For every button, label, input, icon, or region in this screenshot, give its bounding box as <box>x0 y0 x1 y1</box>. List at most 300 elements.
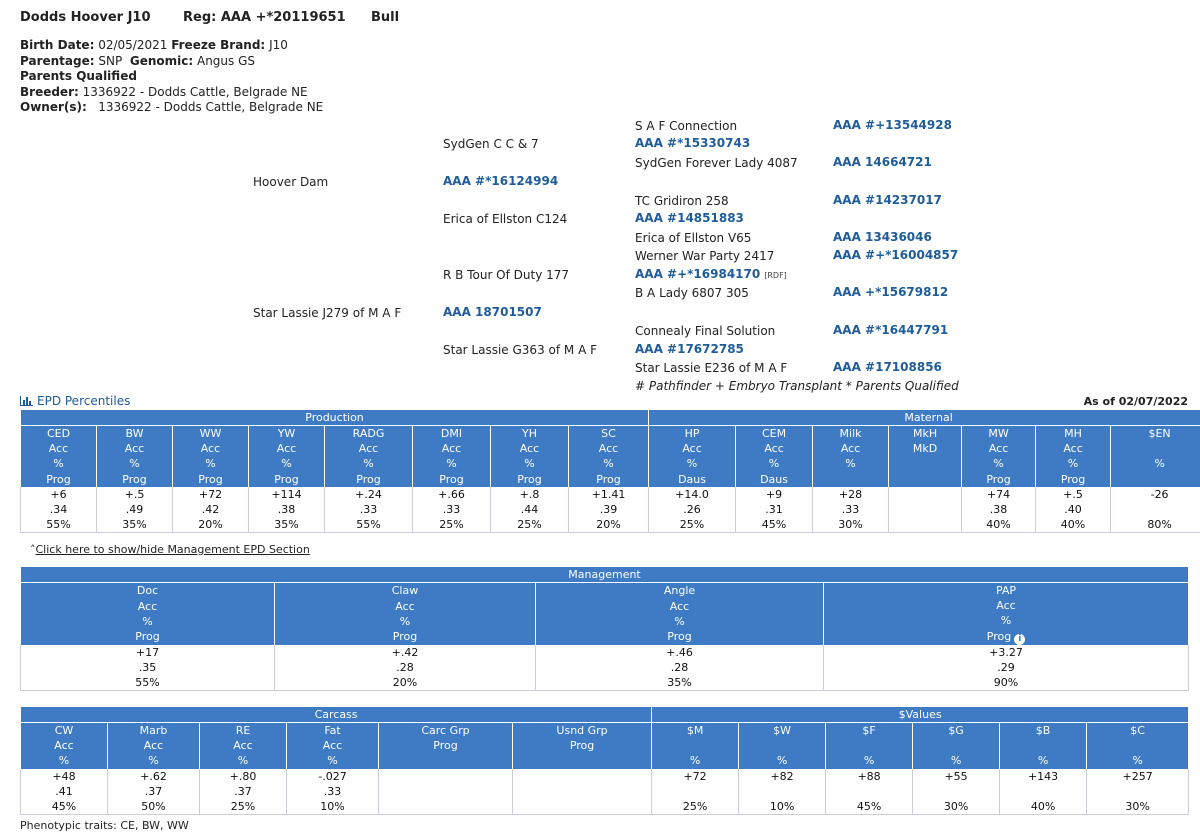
epd-cell: +74 <box>962 487 1036 502</box>
carcass-header-line: Prog <box>569 739 595 753</box>
management-header: Management <box>21 567 1189 583</box>
management-header-line: Prog <box>667 630 692 643</box>
epd-cell: -26 <box>1111 487 1200 502</box>
epd-cell: .31 <box>736 502 813 517</box>
breeder-value: 1336922 - Dodds Cattle, Belgrade NE <box>82 84 308 99</box>
pedigree-sds-name[interactable]: TC Gridiron 258 <box>635 194 729 208</box>
epd-header-line <box>1111 441 1200 456</box>
carcass-cell: +48 <box>21 769 108 784</box>
pedigree-sds-reg[interactable]: AAA #14237017 <box>833 193 942 207</box>
epd-col-header <box>491 426 569 487</box>
pedigree-dsd-reg[interactable]: AAA +*15679812 <box>833 285 949 299</box>
epd-cell: +6 <box>21 487 97 502</box>
epd-cell: 20% <box>173 517 249 533</box>
carcass-cell <box>826 784 913 799</box>
management-header-line: Angle <box>663 584 696 598</box>
epd-cell: +.66 <box>413 487 491 502</box>
epd-cell: 20% <box>569 517 649 533</box>
carcass-cell <box>379 799 513 815</box>
epd-header-line <box>889 472 961 487</box>
epd-header-line: % <box>603 457 614 471</box>
epd-cell: 55% <box>325 517 413 533</box>
epd-cell: .26 <box>649 502 736 517</box>
pedigree-sd-reg[interactable]: AAA #14851883 <box>635 211 744 225</box>
carcass-col-header <box>513 723 652 769</box>
management-header-line: Prog <box>135 630 160 643</box>
management-header-line: % <box>1000 614 1012 628</box>
info-icon[interactable]: i <box>1014 634 1025 645</box>
epd-header-line: % <box>1154 457 1165 471</box>
carcass-cell: +257 <box>1087 769 1189 784</box>
management-cell: 20% <box>275 675 536 691</box>
birth-date-value: 02/05/2021 <box>98 38 168 52</box>
carcass-cell: 45% <box>826 799 913 815</box>
carcass-header-line: % <box>1037 754 1049 768</box>
epd-header-line: Prog <box>46 472 71 486</box>
carcass-header-line: Fat <box>324 724 341 737</box>
epd-col-header <box>569 426 649 487</box>
pedigree-dds-name[interactable]: Connealy Final Solution <box>635 324 776 338</box>
double-chevron-up-icon: ˄ <box>30 543 36 556</box>
epd-header-line: % <box>281 457 292 471</box>
carcass-cell <box>513 769 652 784</box>
pedigree-dss-reg[interactable]: AAA #+*16004857 <box>833 248 959 262</box>
management-row <box>21 645 1189 660</box>
epd-header-line: Acc <box>441 442 462 456</box>
epd-col-header <box>325 426 413 487</box>
carcass-col-header <box>739 723 826 769</box>
carcass-cell: .41 <box>21 784 108 799</box>
carcass-header-line <box>379 753 512 768</box>
epd-header-line <box>813 472 888 487</box>
carcass-row <box>21 784 1189 799</box>
carcass-cell <box>739 784 826 799</box>
epd-header-line: Acc <box>519 442 540 456</box>
carcass-header-line: $F <box>862 724 876 737</box>
management-row <box>21 660 1189 675</box>
management-header-line: Acc <box>996 599 1016 613</box>
management-col-header <box>824 583 1189 645</box>
carcass-cell: +88 <box>826 769 913 784</box>
carcass-cell: +.80 <box>200 769 287 784</box>
epd-col-header <box>736 426 813 487</box>
pedigree-sire-name[interactable]: Hoover Dam <box>253 175 329 189</box>
management-header-line: Prog <box>392 630 418 643</box>
epd-cell: 45% <box>736 517 813 533</box>
management-header-line: Acc <box>395 599 415 613</box>
carcass-cell <box>513 784 652 799</box>
pedigree-ddd-reg[interactable]: AAA #17108856 <box>833 360 942 374</box>
epd-col-header <box>249 426 325 487</box>
genomic-label: Genomic: <box>129 53 194 68</box>
carcass-cell: 10% <box>739 799 826 815</box>
epd-cell: .42 <box>173 502 249 517</box>
pedigree-sss-reg[interactable]: AAA #+13544928 <box>833 118 952 132</box>
epd-header-line: MH <box>1064 427 1082 440</box>
epd-cell: .33 <box>325 502 413 517</box>
management-cell: +17 <box>21 645 275 660</box>
pedigree-dam-reg[interactable]: AAA 18701507 <box>443 305 542 319</box>
epd-cell: +9 <box>736 487 813 502</box>
management-row <box>21 675 1189 691</box>
epd-cell: .34 <box>21 502 97 517</box>
carcass-col-header <box>200 723 287 769</box>
carcass-cell: 25% <box>200 799 287 815</box>
epd-cell: .44 <box>491 502 569 517</box>
epd-header-line <box>1111 472 1200 487</box>
epd-header-line: % <box>53 457 64 471</box>
epd-table <box>20 410 1200 533</box>
epd-header-line: RADG <box>352 427 385 440</box>
epd-col-header <box>97 426 173 487</box>
carcass-header-line <box>913 738 999 753</box>
genomic-value: Angus GS <box>196 53 256 68</box>
carcass-header-line <box>652 738 738 753</box>
carcass-col-header <box>1000 723 1087 769</box>
carcass-cell: 10% <box>287 799 379 815</box>
carcass-header-line: CW <box>54 724 74 737</box>
carcass-header-line: % <box>58 754 70 768</box>
epd-header-line: MkH <box>912 427 938 440</box>
carcass-cell: +82 <box>739 769 826 784</box>
owner-value: 1336922 - Dodds Cattle, Belgrade NE <box>98 100 324 114</box>
carcass-row <box>21 799 1189 815</box>
epd-header-line: % <box>1067 457 1079 471</box>
epd-header-line: Prog <box>596 472 621 486</box>
carcass-values-table <box>20 707 1189 815</box>
epd-cell: +28 <box>813 487 889 502</box>
epd-header-line: CEM <box>761 427 787 440</box>
epd-header-line: Prog <box>356 472 381 486</box>
epd-header-line: Prog <box>986 472 1011 486</box>
epd-header-line: Prog <box>1060 472 1086 486</box>
epd-header-line: DMI <box>440 427 463 440</box>
epd-header-line: Acc <box>764 442 784 456</box>
carcass-header-line <box>826 738 912 753</box>
info-block <box>20 38 323 116</box>
carcass-header-line: Prog <box>433 739 458 753</box>
management-cell: 90% <box>824 675 1189 691</box>
carcass-header-line <box>739 738 825 753</box>
epd-header-line: % <box>845 457 856 471</box>
carcass-col-header <box>379 723 513 769</box>
carcass-cell: +72 <box>652 769 739 784</box>
epd-cell: +114 <box>249 487 325 502</box>
carcass-col-header <box>652 723 739 769</box>
epd-header-line: BW <box>125 427 144 440</box>
epd-col-header <box>813 426 889 487</box>
carcass-cell: -.027 <box>287 769 379 784</box>
epd-cell: 35% <box>249 517 325 533</box>
epd-header-line: Prog <box>198 472 223 486</box>
epd-header-line: Prog <box>122 472 147 486</box>
epd-percentiles-link[interactable] <box>20 394 130 408</box>
management-cell: +3.27 <box>824 645 1189 660</box>
epd-header-line: Prog <box>517 472 542 486</box>
epd-cell: +.24 <box>325 487 413 502</box>
management-cell: +.46 <box>536 645 824 660</box>
epd-header-line: % <box>686 457 698 471</box>
epd-header-line: Acc <box>988 442 1009 456</box>
epd-cell: +.8 <box>491 487 569 502</box>
pedigree-sd-name[interactable]: Erica of Ellston C124 <box>443 212 568 226</box>
carcass-col-header <box>108 723 200 769</box>
birth-date-label: Birth Date: <box>20 38 95 52</box>
epd-header-line: % <box>205 457 216 471</box>
carcass-cell: +55 <box>913 769 1000 784</box>
epd-header-line: Acc <box>276 442 297 456</box>
epd-cell: +1.41 <box>569 487 649 502</box>
management-cell: 55% <box>21 675 275 691</box>
carcass-header-line: Acc <box>322 739 343 753</box>
epd-header-line: Acc <box>1063 442 1083 456</box>
phenotypic-traits: Phenotypic traits: CE, BW, WW <box>20 819 189 832</box>
carcass-header-line: % <box>950 754 962 768</box>
pedigree-sdd-reg[interactable]: AAA 13436046 <box>833 230 932 244</box>
pedigree-ss-name[interactable]: SydGen C C & 7 <box>443 137 539 151</box>
carcass-header-line: $G <box>948 724 964 737</box>
pedigree-ddd-name[interactable]: Star Lassie E236 of M A F <box>635 361 788 375</box>
epd-cell: .33 <box>813 502 889 517</box>
carcass-header-line <box>1000 738 1086 753</box>
pedigree-dam-name[interactable]: Star Lassie J279 of M A F <box>253 306 402 320</box>
carcass-header-line: $M <box>686 724 704 737</box>
pedigree-dds-reg[interactable]: AAA #*16447791 <box>833 323 949 337</box>
management-cell: .35 <box>21 660 275 675</box>
management-cell: .28 <box>275 660 536 675</box>
epd-cell <box>889 502 962 517</box>
carcass-cell: 40% <box>1000 799 1087 815</box>
epd-cell: .38 <box>962 502 1036 517</box>
epd-cell: 25% <box>491 517 569 533</box>
epd-col-header <box>1111 426 1200 487</box>
parentage-value: SNP <box>98 53 123 68</box>
epd-header-line: YW <box>277 427 296 440</box>
carcass-cell: 50% <box>108 799 200 815</box>
carcass-header-line: Usnd Grp <box>556 724 608 737</box>
epd-col-header <box>1036 426 1111 487</box>
carcass-cell <box>379 769 513 784</box>
epd-cell: .49 <box>97 502 173 517</box>
management-header-line: % <box>674 614 685 628</box>
epd-cell: .39 <box>569 502 649 517</box>
carcass-col-header <box>21 723 108 769</box>
epd-col-header <box>889 426 962 487</box>
breeder-label: Breeder: <box>20 84 79 99</box>
management-header-line: Prog i <box>824 629 1188 645</box>
epd-cell <box>1111 502 1200 517</box>
carcass-col-header <box>913 723 1000 769</box>
carcass-header-line: % <box>689 754 701 768</box>
freeze-brand-label: Freeze Brand: <box>171 38 266 52</box>
epd-cell: +72 <box>173 487 249 502</box>
animal-registration: Reg: AAA +*20119651 <box>183 10 346 25</box>
carcass-header-line: RE <box>235 724 251 737</box>
epd-cell: 25% <box>649 517 736 533</box>
pedigree-dss-name[interactable]: Werner War Party 2417 <box>635 249 775 263</box>
epd-header-line: Acc <box>358 442 379 456</box>
parentage-label: Parentage: <box>20 53 95 68</box>
carcass-header-line: % <box>327 754 338 768</box>
carcass-header-line: $W <box>773 724 792 737</box>
pedigree-ss-reg[interactable]: AAA #*15330743 <box>635 136 751 150</box>
epd-cell: 35% <box>97 517 173 533</box>
epd-cell: 40% <box>962 517 1036 533</box>
epd-row <box>21 502 1200 517</box>
pedigree-sire-reg[interactable]: AAA #*16124994 <box>443 174 559 188</box>
management-header-line: Acc <box>137 599 158 613</box>
carcass-cell: .37 <box>200 784 287 799</box>
carcass-cell <box>1087 784 1189 799</box>
carcass-cell: 30% <box>1087 799 1189 815</box>
carcass-cell <box>1000 784 1087 799</box>
carcass-cell: 45% <box>21 799 108 815</box>
epd-header-line: % <box>363 457 374 471</box>
freeze-brand-value: J10 <box>269 38 288 52</box>
management-cell: .29 <box>824 660 1189 675</box>
epd-header-line: % <box>993 457 1004 471</box>
epd-header-line: % <box>524 457 535 471</box>
epd-cell: +.5 <box>1036 487 1111 502</box>
pedigree-dsd-name[interactable]: B A Lady 6807 305 <box>635 286 749 300</box>
epd-header-line: YH <box>522 427 537 440</box>
epd-cell: 55% <box>21 517 97 533</box>
management-header-line: % <box>399 614 411 628</box>
carcass-header-line: Acc <box>143 739 164 753</box>
epd-header-line: Milk <box>839 427 862 440</box>
epd-header-line: SC <box>601 427 616 440</box>
toggle-management-label: Click here to show/hide Management EPD Section <box>35 543 310 556</box>
management-cell: 35% <box>536 675 824 691</box>
epd-col-header <box>173 426 249 487</box>
animal-name: Dodds Hoover J10 <box>20 10 151 25</box>
pedigree-dd-name[interactable]: Star Lassie G363 of M A F <box>443 343 597 357</box>
pedigree-dd-reg[interactable]: AAA #17672785 <box>635 342 744 356</box>
carcass-cell <box>513 799 652 815</box>
production-header: Production <box>21 410 649 426</box>
epd-header-line: Acc <box>840 442 861 456</box>
carcass-col-header <box>287 723 379 769</box>
epd-header-line: Acc <box>598 442 619 456</box>
carcass-cell <box>913 784 1000 799</box>
pedigree-ssd-reg[interactable]: AAA 14664721 <box>833 155 932 169</box>
as-of-date: As of 02/07/2022 <box>1083 395 1188 408</box>
epd-header-line: CED <box>46 427 71 440</box>
carcass-header-line <box>1087 738 1188 753</box>
pedigree-ds-reg[interactable]: AAA #+*16984170 <box>635 267 761 281</box>
epd-cell: 25% <box>413 517 491 533</box>
pedigree-sss-name[interactable]: S A F Connection <box>635 119 738 133</box>
epd-header-line: Prog <box>439 472 464 486</box>
epd-cell: .33 <box>413 502 491 517</box>
epd-header-line: Acc <box>200 442 221 456</box>
carcass-cell: .33 <box>287 784 379 799</box>
pedigree-ssd-name[interactable]: SydGen Forever Lady 4087 <box>635 156 798 170</box>
epd-col-header <box>962 426 1036 487</box>
carcass-header-line: % <box>237 754 249 768</box>
epd-header-line: Acc <box>124 442 145 456</box>
pedigree-sdd-name[interactable]: Erica of Ellston V65 <box>635 231 752 245</box>
carcass-cell: 30% <box>913 799 1000 815</box>
epd-col-header <box>21 426 97 487</box>
management-table <box>20 567 1189 691</box>
carcass-cell: +143 <box>1000 769 1087 784</box>
epd-header-line: Daus <box>760 472 788 486</box>
epd-cell: 30% <box>813 517 889 533</box>
carcass-header: Carcass <box>21 707 652 723</box>
epd-cell: .38 <box>249 502 325 517</box>
epd-cell: 40% <box>1036 517 1111 533</box>
epd-header-line: MW <box>988 427 1009 440</box>
management-header-line: Doc <box>136 584 159 598</box>
carcass-header-line: Marb <box>139 724 168 737</box>
epd-header-line: Prog <box>274 472 299 486</box>
epd-header-line: Acc <box>48 442 69 456</box>
carcass-header-line: Carc Grp <box>421 724 470 737</box>
carcass-header-line: Acc <box>233 739 253 753</box>
carcass-header-line: % <box>863 754 875 768</box>
epd-header-line: Acc <box>682 442 702 456</box>
management-header-line: Claw <box>391 584 419 598</box>
management-cell: +.42 <box>275 645 536 660</box>
carcass-header-line: % <box>1132 754 1143 768</box>
bar-chart-icon <box>20 396 33 406</box>
pedigree-legend: # Pathfinder + Embryo Transplant * Parents Qualified <box>635 379 959 393</box>
epd-cell: +14.0 <box>649 487 736 502</box>
epd-header-line: % <box>446 457 457 471</box>
management-header-line: % <box>142 614 153 628</box>
dollar-values-header: $Values <box>652 707 1189 723</box>
epd-header-line: Daus <box>678 472 706 486</box>
rdf-tag: [RDF] <box>764 271 787 280</box>
epd-header-line: % <box>129 457 140 471</box>
epd-header-line: WW <box>199 427 222 440</box>
epd-cell: .40 <box>1036 502 1111 517</box>
carcass-header-line: $C <box>1130 724 1145 737</box>
owner-label: Owner(s): <box>20 100 87 114</box>
carcass-row <box>21 769 1189 784</box>
management-col-header <box>275 583 536 645</box>
carcass-header-line: Acc <box>54 739 74 753</box>
epd-header-line: MkD <box>912 442 938 456</box>
carcass-cell <box>379 784 513 799</box>
management-header-line: PAP <box>995 584 1017 597</box>
carcass-col-header <box>1087 723 1189 769</box>
toggle-management-link[interactable] <box>30 543 310 556</box>
epd-header-line: $EN <box>1148 427 1171 440</box>
carcass-cell: +.62 <box>108 769 200 784</box>
epd-cell <box>889 517 962 533</box>
pedigree-ds-reg-wrap <box>635 267 787 281</box>
epd-cell: +.5 <box>97 487 173 502</box>
carcass-header-line: % <box>148 754 159 768</box>
epd-cell <box>889 487 962 502</box>
management-header-line: Acc <box>669 599 690 613</box>
parents-qualified: Parents Qualified <box>20 69 137 83</box>
carcass-header-line: $B <box>1035 724 1051 737</box>
management-col-header <box>21 583 275 645</box>
pedigree-ds-name[interactable]: R B Tour Of Duty 177 <box>443 268 570 282</box>
maternal-header: Maternal <box>649 410 1200 426</box>
epd-row <box>21 517 1200 533</box>
epd-percentiles-label: EPD Percentiles <box>37 394 131 408</box>
epd-header-line <box>889 456 961 471</box>
epd-header-line: % <box>768 457 780 471</box>
carcass-cell <box>652 784 739 799</box>
epd-row <box>21 487 1200 502</box>
carcass-header-line <box>513 753 651 768</box>
epd-col-header <box>649 426 736 487</box>
